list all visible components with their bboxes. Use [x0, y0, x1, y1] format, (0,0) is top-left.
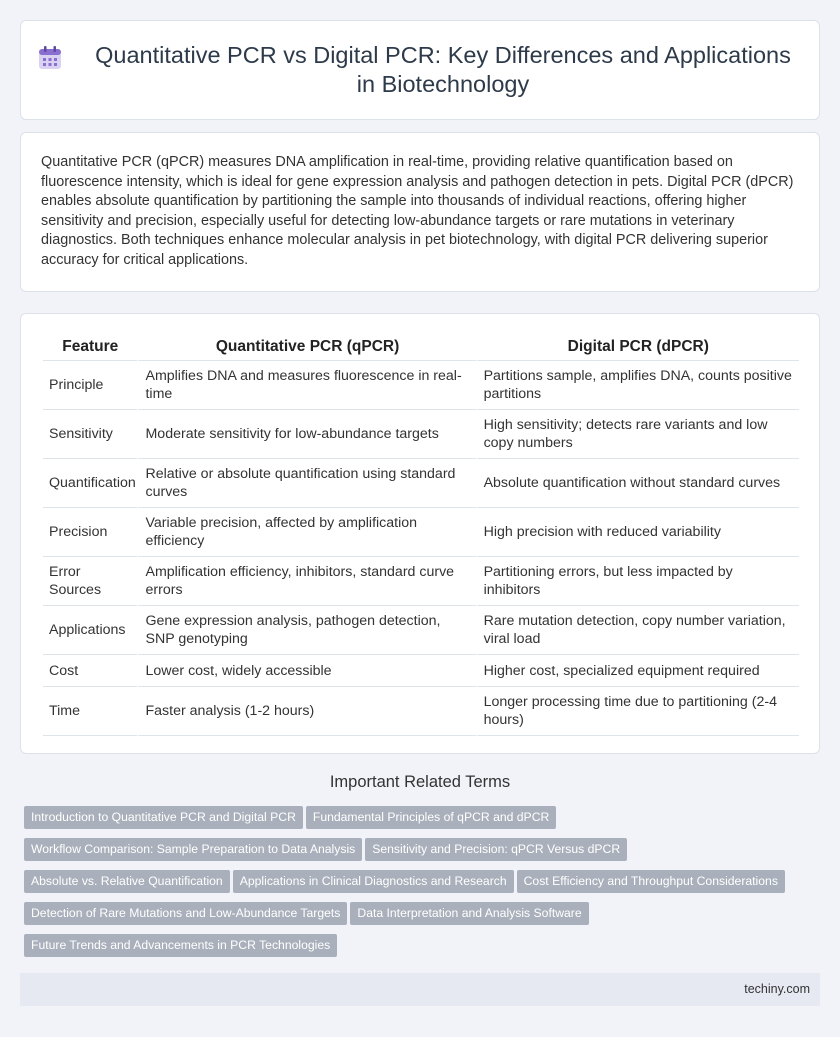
- qpcr-cell: Moderate sensitivity for low-abundance targets: [137, 410, 475, 459]
- related-term-tag[interactable]: Cost Efficiency and Throughput Considerations: [517, 870, 785, 893]
- qpcr-cell: Amplifies DNA and measures fluorescence in real-time: [137, 361, 475, 410]
- related-term-tag[interactable]: Data Interpretation and Analysis Software: [350, 902, 588, 925]
- qpcr-cell: Lower cost, widely accessible: [137, 655, 475, 687]
- dpcr-cell: High precision with reduced variability: [476, 508, 799, 557]
- table-row: [43, 606, 799, 655]
- header-card: [20, 20, 820, 120]
- related-term-tag[interactable]: Fundamental Principles of qPCR and dPCR: [306, 806, 556, 829]
- header-feature: Feature: [43, 334, 137, 361]
- feature-cell: Applications: [43, 606, 137, 655]
- feature-cell: Error Sources: [43, 557, 137, 606]
- dpcr-cell: Rare mutation detection, copy number variation, viral load: [476, 606, 799, 655]
- feature-cell: Time: [43, 687, 137, 736]
- table-header-row: [43, 334, 799, 361]
- related-term-tag[interactable]: Sensitivity and Precision: qPCR Versus dPCR: [365, 838, 627, 861]
- page-title: Quantitative PCR vs Digital PCR: Key Differences and Applications in Biotechnology: [95, 42, 791, 97]
- dpcr-cell: High sensitivity; detects rare variants and low copy numbers: [476, 410, 799, 459]
- related-term-tag[interactable]: Applications in Clinical Diagnostics and Research: [233, 870, 514, 893]
- dpcr-cell: Higher cost, specialized equipment required: [476, 655, 799, 687]
- related-term-tag[interactable]: Introduction to Quantitative PCR and Digital PCR: [24, 806, 303, 829]
- table-row: [43, 361, 799, 410]
- dpcr-cell: Partitioning errors, but less impacted by inhibitors: [476, 557, 799, 606]
- header-qpcr: Quantitative PCR (qPCR): [137, 334, 475, 361]
- table-row: [43, 459, 799, 508]
- related-term-tag[interactable]: Future Trends and Advancements in PCR Technologies: [24, 934, 337, 957]
- intro-card: [20, 132, 820, 292]
- related-term-tag[interactable]: Detection of Rare Mutations and Low-Abundance Targets: [24, 902, 347, 925]
- qpcr-cell: Variable precision, affected by amplification efficiency: [137, 508, 475, 557]
- related-terms-list: [24, 806, 814, 966]
- intro-text: Quantitative PCR (qPCR) measures DNA amplification in real-time, providing relative quantification based on fluorescence intensity, which is ideal for gene expression analysis and pathogen detection in pets. Digital PCR (dPCR) enables absolute quantification by partitioning the sample into thousands of individual reactions, offering higher sensitivity and precision, especially useful for detecting low-abundance targets or rare mutations in veterinary diagnostics. Both techniques enhance molecular analysis in pet biotechnology, with digital PCR delivering superior accuracy for critical applications.: [41, 154, 794, 268]
- feature-cell: Principle: [43, 361, 137, 410]
- table-row: [43, 557, 799, 606]
- dpcr-cell: Absolute quantification without standard curves: [476, 459, 799, 508]
- feature-cell: Sensitivity: [43, 410, 137, 459]
- related-term-tag[interactable]: Workflow Comparison: Sample Preparation to Data Analysis: [24, 838, 362, 861]
- dpcr-cell: Longer processing time due to partitioning (2-4 hours): [476, 687, 799, 736]
- qpcr-cell: Gene expression analysis, pathogen detection, SNP genotyping: [137, 606, 475, 655]
- table-row: [43, 655, 799, 687]
- table-row: [43, 687, 799, 736]
- related-terms-heading: Important Related Terms: [329, 773, 511, 791]
- calendar-icon: [37, 45, 63, 71]
- qpcr-cell: Faster analysis (1-2 hours): [137, 687, 475, 736]
- header-dpcr: Digital PCR (dPCR): [476, 334, 799, 361]
- dpcr-cell: Partitions sample, amplifies DNA, counts positive partitions: [476, 361, 799, 410]
- footer: [20, 973, 820, 1006]
- footer-site-link[interactable]: techiny.com: [744, 982, 810, 996]
- table-row: [43, 508, 799, 557]
- qpcr-cell: Amplification efficiency, inhibitors, standard curve errors: [137, 557, 475, 606]
- qpcr-cell: Relative or absolute quantification using standard curves: [137, 459, 475, 508]
- feature-cell: Precision: [43, 508, 137, 557]
- comparison-table: [43, 334, 799, 736]
- feature-cell: Quantification: [43, 459, 137, 508]
- feature-cell: Cost: [43, 655, 137, 687]
- related-term-tag[interactable]: Absolute vs. Relative Quantification: [24, 870, 230, 893]
- comparison-table-card: [20, 313, 820, 754]
- table-row: [43, 410, 799, 459]
